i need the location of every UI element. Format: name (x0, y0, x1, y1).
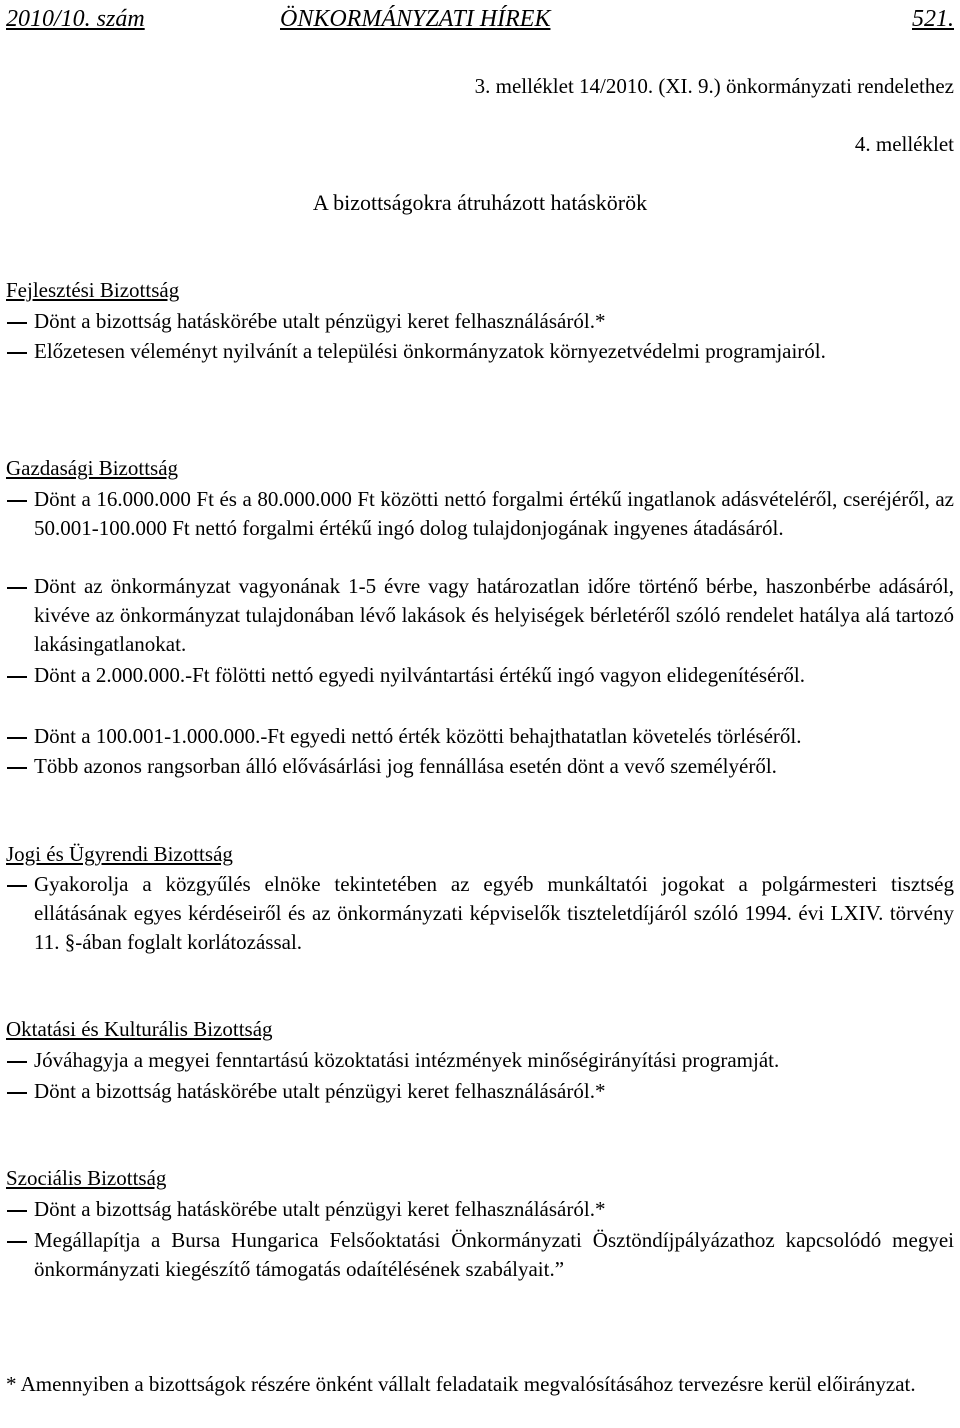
section-heading-gazdasagi: Gazdasági Bizottság (6, 456, 179, 480)
section-heading-oktatasi: Oktatási és Kulturális Bizottság (6, 1017, 273, 1041)
list-item: Dönt az önkormányzat vagyonának 1-5 évre vagy határozatlan időre történő bérbe, haszonbérbe adásáról, kivéve az önkormányzat tulajdonában lévő lakások és helyiségek bérletéről szóló rendelet hatálya alá tartozó lakásingatlanokat. (34, 574, 954, 656)
document-title: A bizottságokra átruházott hatáskörök (312, 190, 648, 215)
issue-number: 2010/10. szám (6, 6, 145, 32)
list-item: Dönt a bizottság hatáskörébe utalt pénzügyi keret felhasználásáról.* (34, 309, 606, 333)
annex-reference: 3. melléklet 14/2010. (XI. 9.) önkormányzati rendelethez (474, 74, 954, 98)
section-heading-jogi: Jogi és Ügyrendi Bizottság (6, 842, 233, 866)
section-heading-fejlesztesi: Fejlesztési Bizottság (6, 278, 180, 302)
footnote: * Amennyiben a bizottságok részére önként vállalt feladataik megvalósításához tervezésre kerül előirányzat. (6, 1372, 916, 1396)
list-item: Előzetesen véleményt nyilvánít a települési önkormányzatok környezetvédelmi programjairól. (34, 339, 826, 363)
page-header (6, 4, 954, 38)
list-item: Dönt a bizottság hatáskörébe utalt pénzügyi keret felhasználásáról.* (34, 1079, 606, 1103)
page-number: 521. (912, 6, 954, 32)
annex-number: 4. melléklet (854, 132, 954, 156)
list-item: Dönt a 16.000.000 Ft és a 80.000.000 Ft közötti nettó forgalmi értékű ingatlanok adásvételéről, cseréjéről, az 50.001-100.000 Ft nettó forgalmi értékű ingó dolog tulajdonjogának ingyenes átadásáról. (34, 487, 954, 540)
list-item: Dönt a 100.001-1.000.000.-Ft egyedi nettó érték közötti behajthatatlan követelés törléséről. (34, 724, 802, 748)
list-item: Jóváhagyja a megyei fenntartású közoktatási intézmények minőségirányítási programját. (34, 1048, 780, 1072)
list-item: Dönt a bizottság hatáskörébe utalt pénzügyi keret felhasználásáról.* (34, 1197, 606, 1221)
publication-title: ÖNKORMÁNYZATI HÍREK (280, 6, 551, 32)
list-item: Gyakorolja a közgyűlés elnöke tekintetében az egyéb munkáltatói jogokat a polgármesteri tisztség ellátásának egyes kérdéseiről és az önkormányzati képviselők tiszteletdíjáról szóló 1994. évi LXIV. törvény 11. §-ában foglalt korlátozással. (34, 872, 954, 954)
list-item: Több azonos rangsorban álló elővásárlási jog fennállása esetén dönt a vevő személyéről. (34, 754, 777, 778)
list-item: Dönt a 2.000.000.-Ft fölötti nettó egyedi nyilvántartási értékű ingó vagyon elidegenítéséről. (34, 663, 805, 687)
list-item: Megállapítja a Bursa Hungarica Felsőoktatási Önkormányzati Ösztöndíjpályázathoz kapcsolódó megyei önkormányzati kiegészítő támogatás odaítélésének szabályait.” (34, 1228, 954, 1281)
section-heading-szocialis: Szociális Bizottság (6, 1166, 167, 1190)
